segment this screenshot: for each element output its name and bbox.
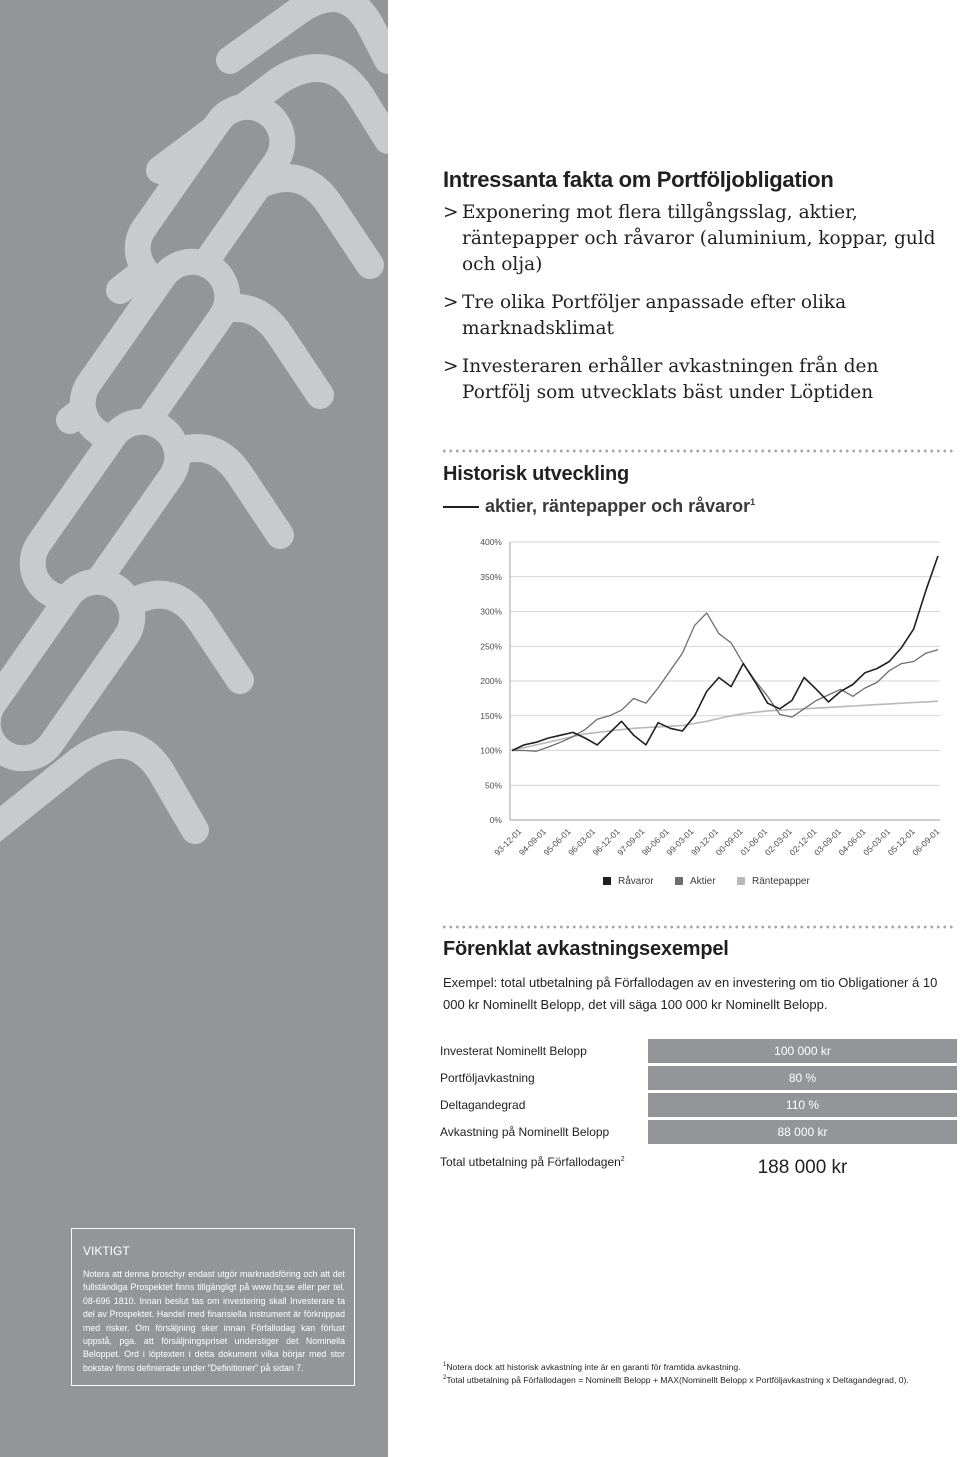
legend-swatch (675, 877, 683, 885)
row-label: Avkastning på Nominellt Belopp (440, 1125, 610, 1139)
example-heading: Förenklat avkastningsexempel (443, 938, 729, 960)
x-tick-label: 02-12-01 (787, 826, 819, 858)
total-value: 188 000 kr (757, 1157, 848, 1178)
legend-swatch (737, 877, 745, 885)
legend-label: Räntepapper (752, 876, 810, 887)
table-row (440, 1093, 957, 1117)
dash-rule (443, 506, 479, 508)
y-tick-label: 50% (484, 780, 502, 791)
footnote-number: 1 (443, 1362, 447, 1369)
chart-subheading (443, 496, 755, 517)
series-line-2 (512, 701, 938, 750)
example-intro: Exempel: total utbetalning på Förfallodagen av en investering om tio Obligationer á 10 000 kr Nominellt Belopp, det vill säga 100 000 kr Nominellt Belopp. (443, 975, 938, 1012)
legend-label: Råvaror (618, 876, 654, 887)
notice-title: VIKTIGT (83, 1244, 130, 1258)
footnote-text: Notera dock att historisk avkastning inte är en garanti för framtida avkastning. (446, 1362, 741, 1372)
row-value: 80 % (648, 1066, 957, 1090)
dotted-divider (441, 925, 956, 929)
x-tick-label: 05-12-01 (885, 826, 917, 858)
x-tick-label: 96-12-01 (590, 826, 622, 858)
fact-item (443, 290, 943, 342)
x-tick-label: 94-09-01 (516, 826, 549, 858)
footnote-text: Total utbetalning på Förfallodagen = Nominellt Belopp + MAX(Nominellt Belopp x Portföljavkastning x Deltagandegrad, 0). (446, 1375, 909, 1385)
table-row (440, 1120, 957, 1144)
dotted-divider (441, 449, 956, 453)
footnote-ref: 2 (620, 1156, 625, 1163)
y-tick-label: 300% (480, 606, 502, 617)
x-tick-label: 99-03-01 (664, 826, 696, 858)
important-notice-box (71, 1228, 355, 1386)
row-value: 110 % (648, 1093, 957, 1117)
x-tick-label: 06-09-01 (910, 826, 942, 858)
total-label (440, 1155, 625, 1169)
bullet-mark: > (443, 356, 459, 377)
bullet-mark: > (443, 292, 459, 313)
legend-item-rantepapper (737, 876, 810, 887)
series-line-0 (512, 556, 938, 751)
legend-item-aktier (675, 876, 716, 887)
fact-text: Exponering mot flera tillgångsslag, aktier, räntepapper och råvaror (aluminium, koppar, guld och olja) (462, 202, 936, 275)
x-tick-label: 03-09-01 (811, 826, 844, 858)
x-tick-label: 98-06-01 (639, 826, 671, 858)
total-row (440, 1150, 957, 1178)
table-row (440, 1039, 957, 1063)
y-tick-label: 400% (480, 537, 502, 547)
bullet-mark: > (443, 202, 459, 223)
fact-text: Investeraren erhåller avkastningen från den Portfölj som utvecklats bäst under Löptiden (462, 356, 879, 403)
x-tick-label: 00-09-01 (713, 826, 745, 858)
fact-item (443, 354, 943, 406)
row-label: Deltagandegrad (440, 1098, 526, 1112)
legend-label: Aktier (690, 876, 716, 887)
x-tick-label: 02-03-01 (762, 826, 794, 858)
footnote-number: 2 (443, 1375, 447, 1382)
footnote-2 (443, 1375, 909, 1385)
fact-item (443, 200, 943, 278)
performance-chart (470, 530, 960, 875)
x-tick-label: 96-03-01 (566, 826, 598, 858)
fact-list (443, 200, 943, 418)
legend-swatch (603, 877, 611, 885)
legend-item-ravaror (603, 876, 654, 887)
row-label: Investerat Nominellt Belopp (440, 1044, 587, 1058)
total-label-text: Total utbetalning på Förfallodagen (440, 1155, 621, 1169)
x-tick-label: 01-06-01 (738, 826, 770, 858)
x-tick-label: 95-06-01 (541, 826, 573, 858)
row-value: 88 000 kr (648, 1120, 957, 1144)
row-value: 100 000 kr (648, 1039, 957, 1063)
row-label: Portföljavkastning (440, 1071, 535, 1085)
page-title: Intressanta fakta om Portföljobligation (443, 167, 834, 192)
x-tick-label: 99-12-01 (688, 826, 721, 858)
y-tick-label: 200% (480, 676, 502, 686)
chart-heading: Historisk utveckling (443, 463, 630, 485)
y-tick-label: 0% (489, 815, 502, 825)
chart-subheading-text: aktier, räntepapper och råvaror (485, 496, 751, 516)
y-tick-label: 250% (480, 641, 502, 652)
x-tick-label: 04-06-01 (836, 826, 868, 858)
footnote-ref: 1 (750, 497, 756, 507)
x-tick-label: 97-09-01 (615, 826, 647, 858)
x-tick-label: 05-03-01 (861, 826, 893, 858)
y-tick-label: 150% (480, 710, 502, 721)
x-tick-label: 93-12-01 (492, 826, 524, 858)
y-tick-label: 350% (480, 571, 502, 582)
footnote-1 (443, 1362, 741, 1372)
notice-body: Notera att denna broschyr endast utgör marknadsföring och att det fullständiga Prospektet finns tillgängligt på www.hq.se eller per tel. 08-696 1810. Innan beslut tas om investering skall Investerare ta del av Prospektet. Handel med finansiella instrument är förknippad med risker. Om försäljning sker innan Förfallodag kan förlust uppstå, pga. att försäljningspriset understiger det Nominella Beloppet. Ord i löptexten i detta dokument vilka börjar med stor bokstav finns definierade under ”Definitioner” på sidan 7. (83, 1269, 345, 1373)
y-tick-label: 100% (480, 745, 502, 756)
table-row (440, 1066, 957, 1090)
fact-text: Tre olika Portföljer anpassade efter olika marknadsklimat (462, 292, 847, 339)
